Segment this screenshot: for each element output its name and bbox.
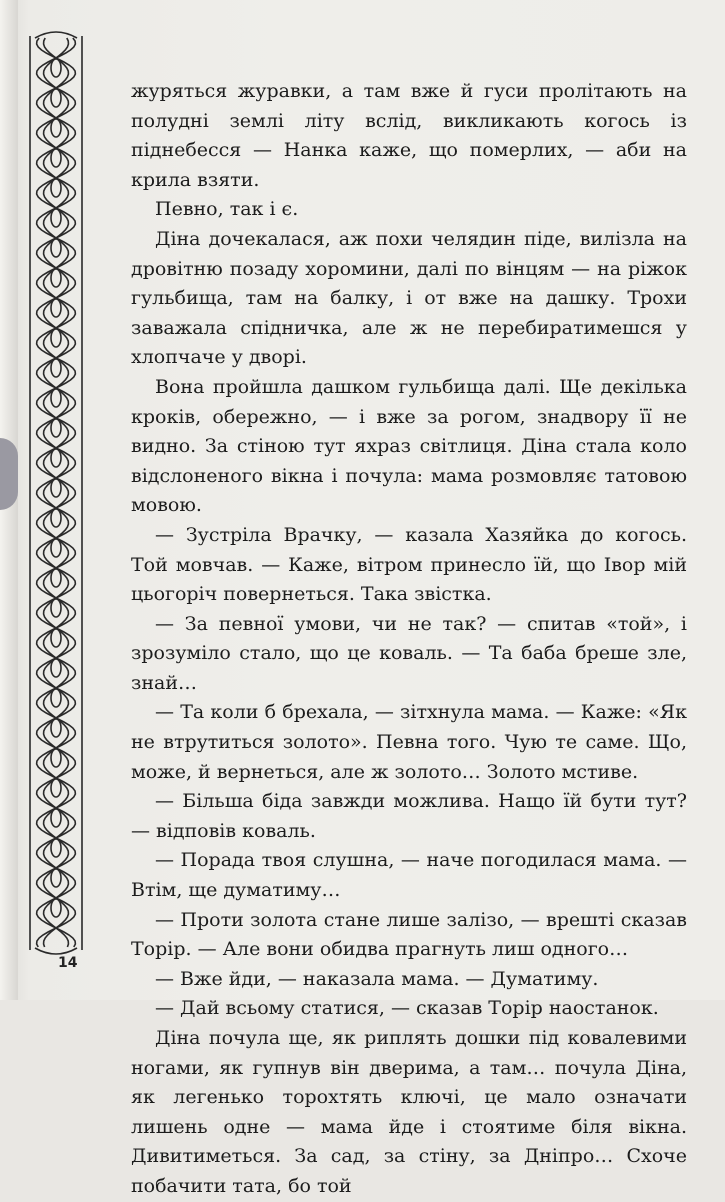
paragraph: — Вже йди, — наказала мама. — Думатиму. [155,967,599,990]
paragraph: — Зустріла Врачку, — казала Хазяйка до когось. Той мовчав. — Каже, вітром принесло їй, що Івор мій цьогоріч повернеться. Така звістка. [131,523,687,606]
thumb-tab [0,438,18,510]
celtic-knot-border-icon [27,28,85,958]
paragraph: Діна почула ще, як риплять дошки під ковалевими ногами, як гупнув він дверима, а там… почула Діна, як легенько торохтять ключі, це мало означати лишень одне — мама йде і стоятиме біля вікна. Дивитиметься. За сад, за стіну, за Дніпро… Схоче побачити тата, бо той [131,1027,687,1197]
paragraph: Вона пройшла дашком гульбища далі. Ще декілька кроків, обережно, — і вже за рогом, знадвору її не видно. За стіною тут яхраз світлиця. Діна стала коло відслоненого вікна і почула: мама розмовляє татовою мовою. [131,375,687,517]
paragraph: — Дай всьому статися, — сказав Торір наостанок. [155,997,659,1020]
paragraph: Діна дочекалася, аж похи челядин піде, вилізла на дровітню позаду хоромини, далі по вінцям — на ріжок гульбища, там на балку, і от вже на дашку. Трохи заважала спідничка, але ж не перебиратимешся у хлопчаче у дворі. [131,227,687,369]
paragraph: — Та коли б брехала, — зітхнула мама. — Каже: «Як не втрутиться золото». Певна того. Чую те саме. Що, може, й вернеться, але ж золото… Золото мстиве. [131,701,687,783]
page-number: 14 [58,955,78,971]
paragraph: журяться журавки, а там вже й гуси пролітають на полудні землі літу вслід, викликають когось із піднебесся — Нанка каже, що померлих, — аби на крила взяти. [131,80,687,191]
paragraph: — Порада твоя слушна, — наче погодилася мама. — Втім, ще думатиму… [131,849,687,902]
paragraph: — За певної умови, чи не так? — спитав «той», і зрозуміло стало, що це коваль. — Та баба бреше зле, знай… [131,612,687,694]
body-text [131,77,687,1202]
paragraph: — Більша біда завжди можлива. Нащо їй бути тут? — відповів коваль. [131,790,687,842]
paragraph: Певно, так і є. [155,198,299,221]
paragraph: — Проти золота стане лише залізо, — врешті сказав Торір. — Але вони обидва прагнуть лиш одного… [131,908,687,961]
